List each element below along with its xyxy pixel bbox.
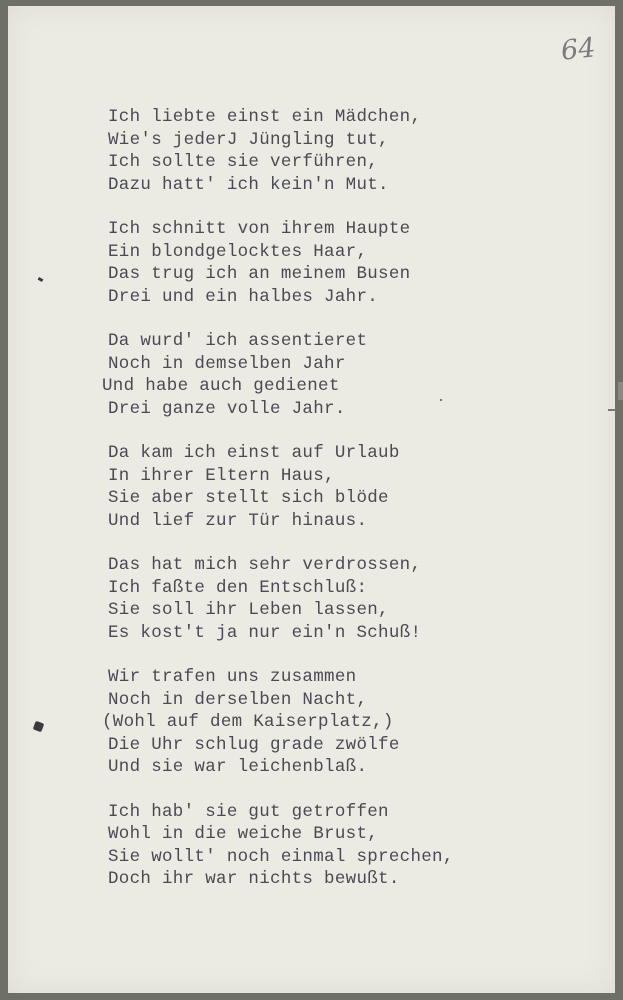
poem-line: Das hat mich sehr verdrossen, bbox=[108, 555, 422, 575]
poem-line: Und lief zur Tür hinaus. bbox=[108, 510, 368, 531]
poem-line: Dazu hatt' ich kein'n Mut. bbox=[108, 174, 389, 195]
poem-line: Sie soll ihr Leben lassen, bbox=[108, 600, 389, 620]
poem-line: Wohl in die weiche Brust, bbox=[108, 824, 379, 844]
poem-line: Ich schnitt von ihrem Haupte bbox=[108, 219, 411, 239]
document-page bbox=[8, 6, 615, 993]
poem-line: (Wohl auf dem Kaiserplatz,) bbox=[102, 712, 394, 732]
poem-line: Ich sollte sie verführen, bbox=[108, 152, 379, 172]
stanza-4 bbox=[108, 442, 548, 532]
poem-line: In ihrer Eltern Haus, bbox=[108, 465, 335, 486]
ink-speck bbox=[608, 409, 616, 411]
poem-line: Sie wollt' noch einmal sprechen, bbox=[108, 846, 454, 867]
poem-line: Drei und ein halbes Jahr. bbox=[108, 286, 379, 307]
poem-line: Die Uhr schlug grade zwölfe bbox=[108, 734, 400, 755]
poem-line: Noch in derselben Nacht, bbox=[108, 689, 368, 710]
poem-line: Ein blondgelocktes Haar, bbox=[108, 241, 368, 262]
stanza-2 bbox=[108, 218, 548, 308]
poem-line: Ich hab' sie gut getroffen bbox=[108, 801, 389, 822]
poem-line: Das trug ich an meinem Busen bbox=[108, 264, 411, 284]
ink-speck bbox=[38, 277, 44, 282]
ink-blot bbox=[33, 721, 45, 733]
poem-line: Es kost't ja nur ein'n Schuß! bbox=[108, 622, 422, 643]
poem-line: Da kam ich einst auf Urlaub bbox=[108, 443, 400, 463]
poem-line: Wie's jederJ Jüngling tut, bbox=[108, 129, 389, 150]
stanza-3 bbox=[102, 330, 548, 420]
stanza-1 bbox=[108, 106, 548, 196]
ink-speck bbox=[440, 399, 442, 401]
stanza-6 bbox=[102, 666, 548, 779]
stanza-7 bbox=[108, 801, 548, 891]
poem-line: Ich faßte den Entschluß: bbox=[108, 577, 368, 598]
stanza-5 bbox=[108, 554, 548, 644]
poem-line: Und habe auch gedienet bbox=[102, 376, 340, 396]
poem-line: Und sie war leichenblaß. bbox=[108, 757, 368, 777]
poem-line: Noch in demselben Jahr bbox=[108, 353, 346, 374]
page-number: 64 bbox=[559, 32, 597, 67]
poem-line: Doch ihr war nichts bewußt. bbox=[108, 869, 400, 889]
poem-text bbox=[102, 106, 548, 913]
poem-line: Ich liebte einst ein Mädchen, bbox=[108, 107, 422, 127]
poem-line: Wir trafen uns zusammen bbox=[108, 667, 357, 687]
poem-line: Drei ganze volle Jahr. bbox=[108, 398, 346, 419]
paper-nick bbox=[618, 382, 623, 400]
poem-line: Da wurd' ich assentieret bbox=[108, 331, 368, 351]
poem-line: Sie aber stellt sich blöde bbox=[108, 488, 389, 508]
